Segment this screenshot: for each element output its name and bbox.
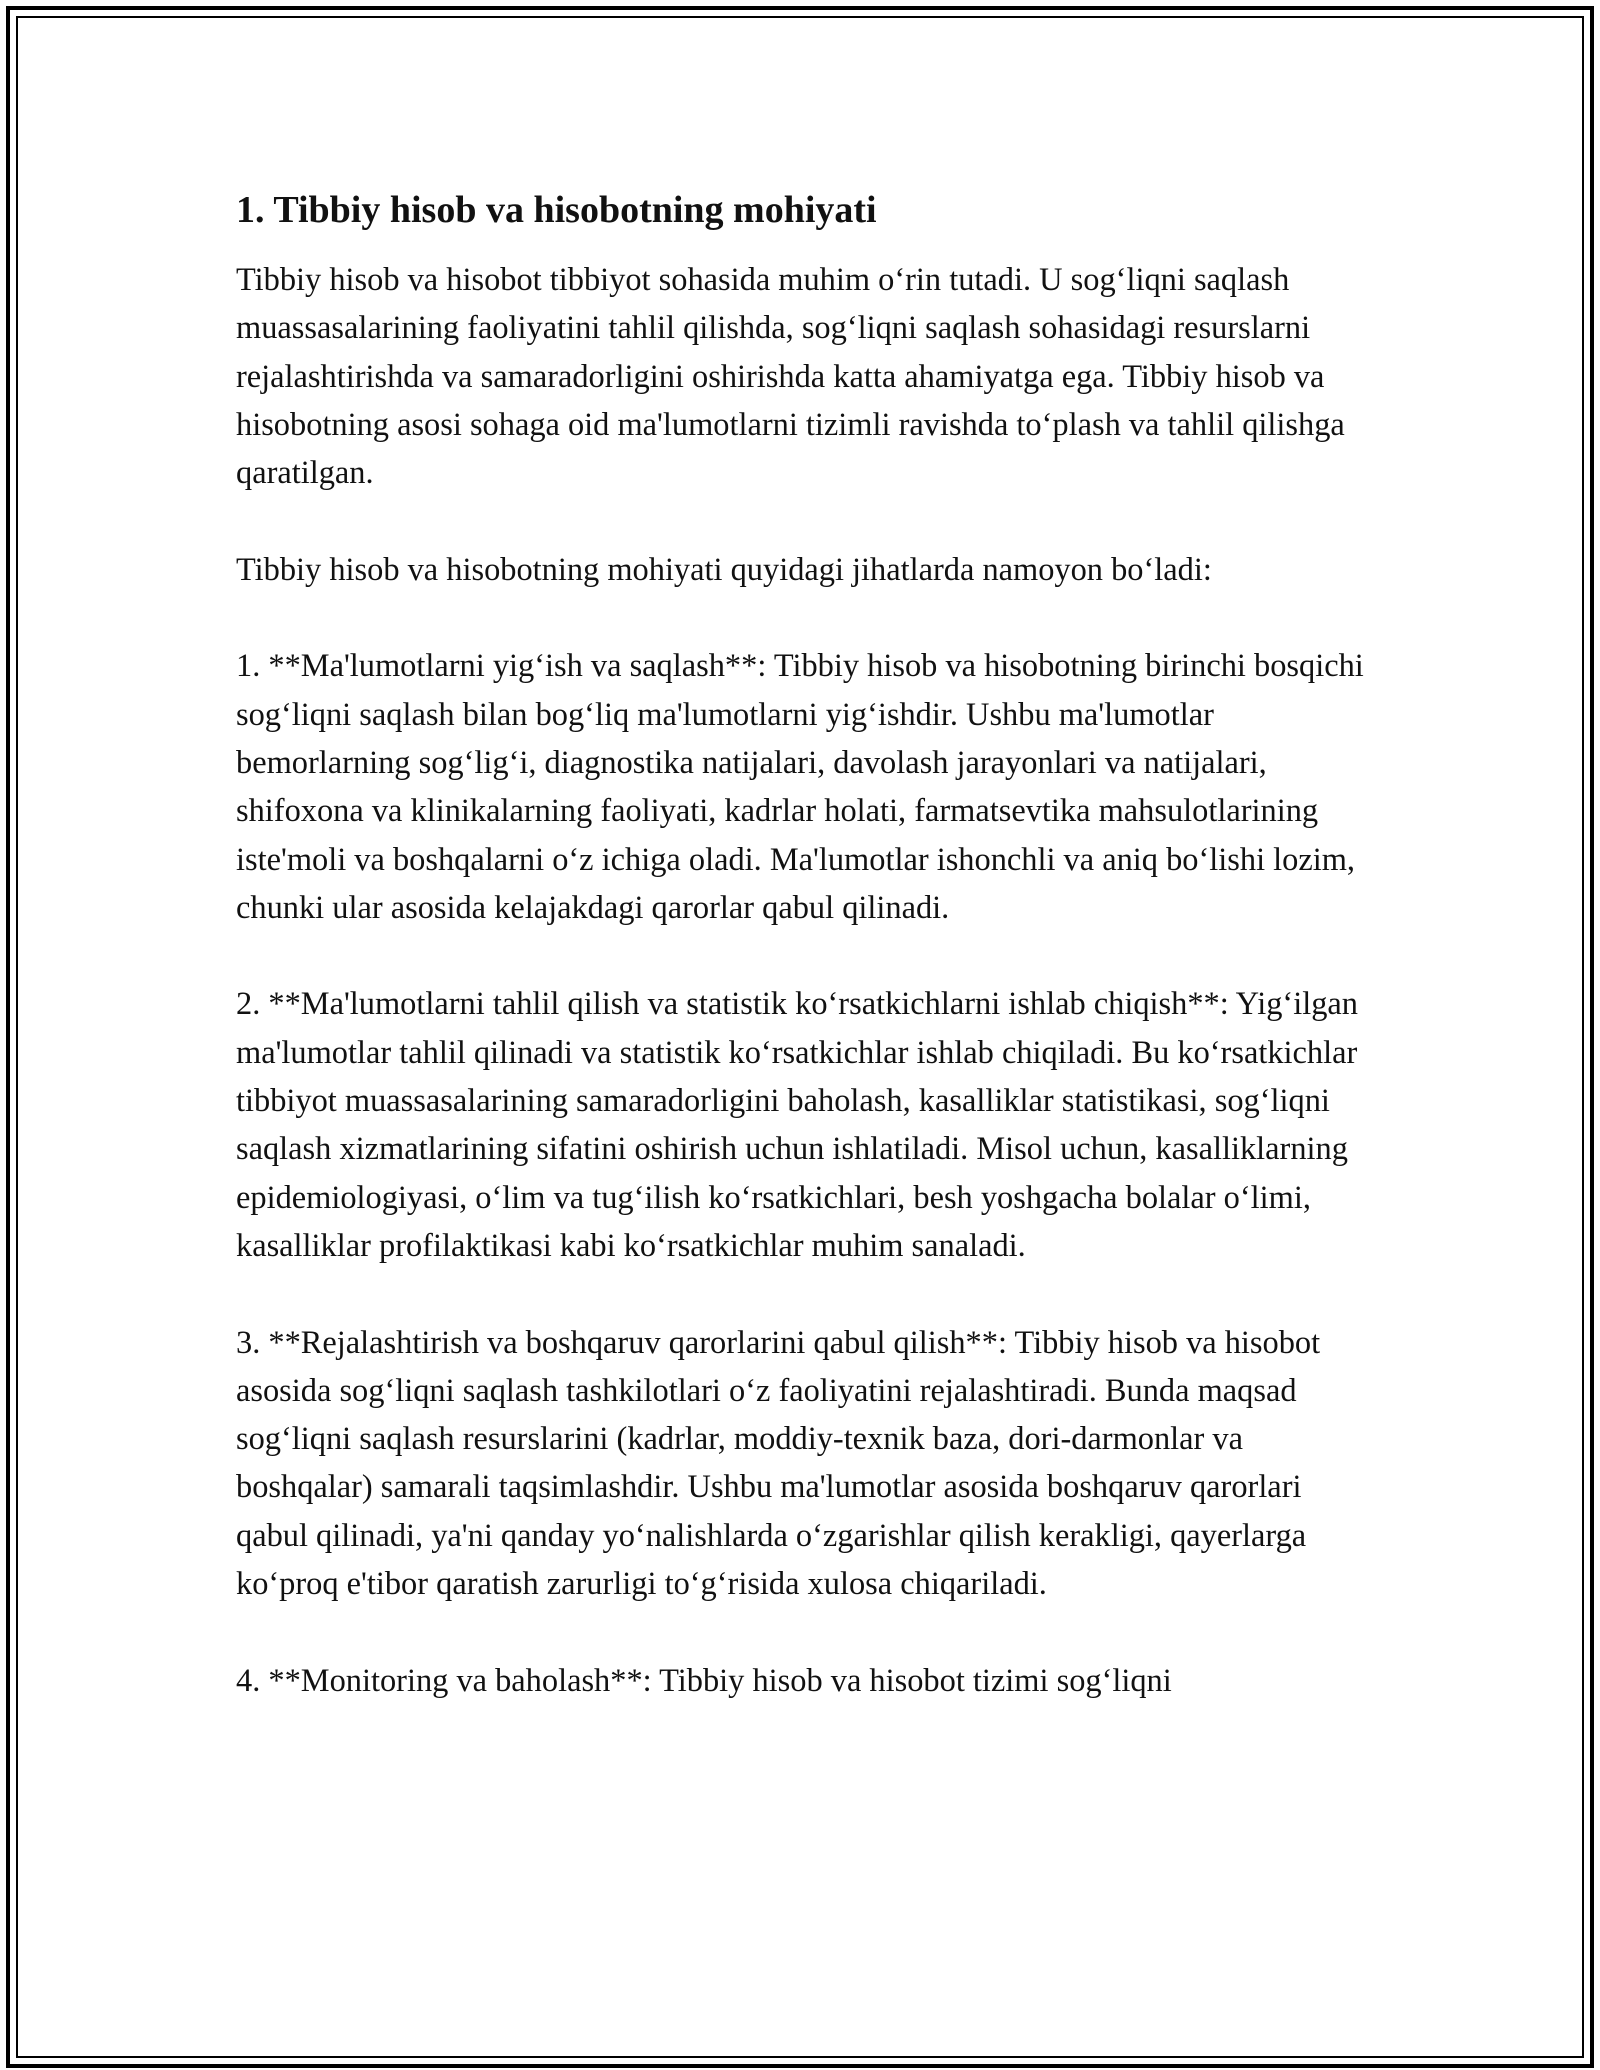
paragraph-item-2: 2. **Ma'lumotlarni tahlil qilish va statistik ko‘rsatkichlarni ishlab chiqish**: Yig‘ilgan ma'lumotlar tahlil qilinadi va statistik ko‘rsatkichlar ishlab chiqiladi. Bu ko‘rsatkichlar tibbiyot muassasalarining samaradorligini baholash, kasalliklar statistikasi, sog‘liqni saqlash xizmatlarining sifatini oshirish uchun ishlatiladi. Misol uchun, kasalliklarning epidemiologiyasi, o‘lim va tug‘ilish ko‘rsatkichlari, besh yoshgacha bolalar o‘limi, kasalliklar profilaktikasi kabi ko‘rsatkichlar muhim sanaladi. (236, 986, 1358, 1264)
paragraph-aspects-lead: Tibbiy hisob va hisobotning mohiyati quyidagi jihatlarda namoyon bo‘ladi: (236, 551, 1212, 588)
document-body (236, 186, 1366, 1753)
paragraph-item-4: 4. **Monitoring va baholash**: Tibbiy hisob va hisobot tizimi sog‘liqni (236, 1662, 1172, 1699)
paragraph-item-3: 3. **Rejalashtirish va boshqaruv qarorlarini qabul qilish**: Tibbiy hisob va hisobot asosida sog‘liqni saqlash tashkilotlari o‘z faoliyatini rejalashtiradi. Bunda maqsad sog‘liqni saqlash resurslarini (kadrlar, moddiy-texnik baza, dori-darmonlar va boshqalar) samarali taqsimlashdir. Ushbu ma'lumotlar asosida boshqaruv qarorlari qabul qilinadi, ya'ni qanday yo‘nalishlarda o‘zgarishlar qilish kerakligi, qayerlarga ko‘proq e'tibor qaratish zarurligi to‘g‘risida xulosa chiqariladi. (236, 1324, 1321, 1603)
paragraph-intro: Tibbiy hisob va hisobot tibbiyot sohasida muhim o‘rin tutadi. U sog‘liqni saqlash muassasalarining faoliyatini tahlil qilishda, sog‘liqni saqlash sohasidagi resurslarni rejalashtirishda va samaradorligini oshirishda katta ahamiyatga ega. Tibbiy hisob va hisobotning asosi sohaga oid ma'lumotlarni tizimli ravishda to‘plash va tahlil qilishga qaratilgan. (236, 262, 1345, 492)
section-heading: 1. Tibbiy hisob va hisobotning mohiyati (236, 189, 877, 231)
paragraph-item-1: 1. **Ma'lumotlarni yig‘ish va saqlash**: Tibbiy hisob va hisobotning birinchi bosqichi sog‘liqni saqlash bilan bog‘liq ma'lumotlarni yig‘ishdir. Ushbu ma'lumotlar bemorlarning sog‘lig‘i, diagnostika natijalari, davolash jarayonlari va natijalari, shifoxona va klinikalarning faoliyati, kadrlar holati, farmatsevtika mahsulotlarining iste'moli va boshqalarni o‘z ichiga oladi. Ma'lumotlar ishonchli va aniq bo‘lishi lozim, chunki ular asosida kelajakdagi qarorlar qabul qilinadi. (236, 648, 1364, 926)
